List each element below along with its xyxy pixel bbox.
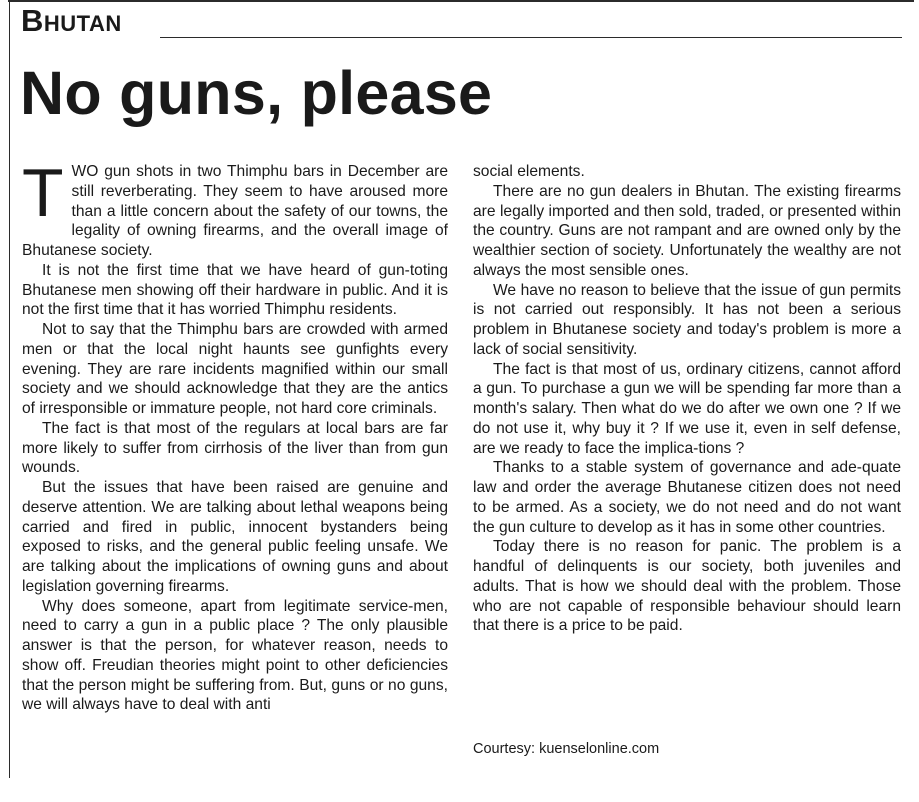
article-column-right: [473, 162, 901, 636]
drop-cap: T: [22, 155, 64, 231]
section-label: Bhutan: [21, 3, 122, 38]
article-paragraph-10: Thanks to a stable system of governance and ade-quate law and order the average Bhutanese citizen does not need to be armed. As a society, we do not need and do not want the gun culture to develop as it has in some other countries.: [473, 459, 901, 536]
article-paragraph-8: We have no reason to believe that the issue of gun permits is not carried out responsibly. It has not been a serious problem in Bhutanese society and today's problem is more a lack of social sensitivity.: [473, 281, 901, 358]
article-paragraph-6: Why does someone, apart from legitimate service-men, need to carry a gun in a public place ? The only plausible answer is that the person, for whatever reason, needs to show off. Freudian theories might point to other deficiencies that the person might be suffering from. But, guns or no guns, we will always have to deal with anti: [22, 597, 448, 714]
courtesy-credit: Courtesy: kuenselonline.com: [473, 741, 660, 757]
article-paragraph-1: [22, 155, 448, 261]
article-paragraph-continuation: social elements.: [473, 163, 585, 180]
article-paragraph-11: Today there is no reason for panic. The problem is a handful of delinquents is our society, both juveniles and adults. That is how we should deal with the problem. Those who are not capable of responsible behaviour should learn that there is a price to be paid.: [473, 538, 901, 635]
headline: No guns, please: [20, 59, 493, 127]
article-paragraph-7: There are no gun dealers in Bhutan. The existing firearms are legally imported and then sold, traded, or presented within the country. Guns are not rampant and are owned only by the wealthier section of society. Unfortunately the wealthy are not always the most sensible ones.: [473, 182, 901, 279]
paragraph-text: WO gun shots in two Thimphu bars in December are still reverberating. They seem to have aroused more than a little concern about the safety of our towns, the legality of owning firearms, and the overall image of Bhutanese society.: [22, 163, 448, 259]
article-paragraph-2: It is not the first time that we have heard of gun-toting Bhutanese men showing off their hardware in public. And it is not the first time that it has worried Thimphu residents.: [22, 261, 448, 319]
article-paragraph-4: The fact is that most of the regulars at local bars are far more likely to suffer from cirrhosis of the liver than from gun wounds.: [22, 419, 448, 477]
top-rule: [8, 0, 914, 2]
article-paragraph-9: The fact is that most of us, ordinary citizens, cannot afford a gun. To purchase a gun we will be spending far more than a month's salary. Then what do we do after we own one ? If we do not use it, why buy it ? If we use it, even in self defense, are we ready to face the implica-tions ?: [473, 360, 901, 457]
section-underline: [160, 37, 902, 38]
article-column-left: [22, 155, 448, 715]
article-paragraph-5: But the issues that have been raised are genuine and deserve attention. We are talking about lethal weapons being carried and fired in public, innocent bystanders being exposed to risks, and the general public feeling unsafe. We are talking about the implications of owning guns and about legislation governing firearms.: [22, 479, 448, 595]
left-column-rule: [9, 0, 10, 778]
article-paragraph-3: Not to say that the Thimphu bars are crowded with armed men or that the local night haunts see gunfights every evening. They are rare incidents magnified within our small society and we should acknowledge that they are the antics of irresponsible or immature people, not hard core criminals.: [22, 321, 448, 417]
